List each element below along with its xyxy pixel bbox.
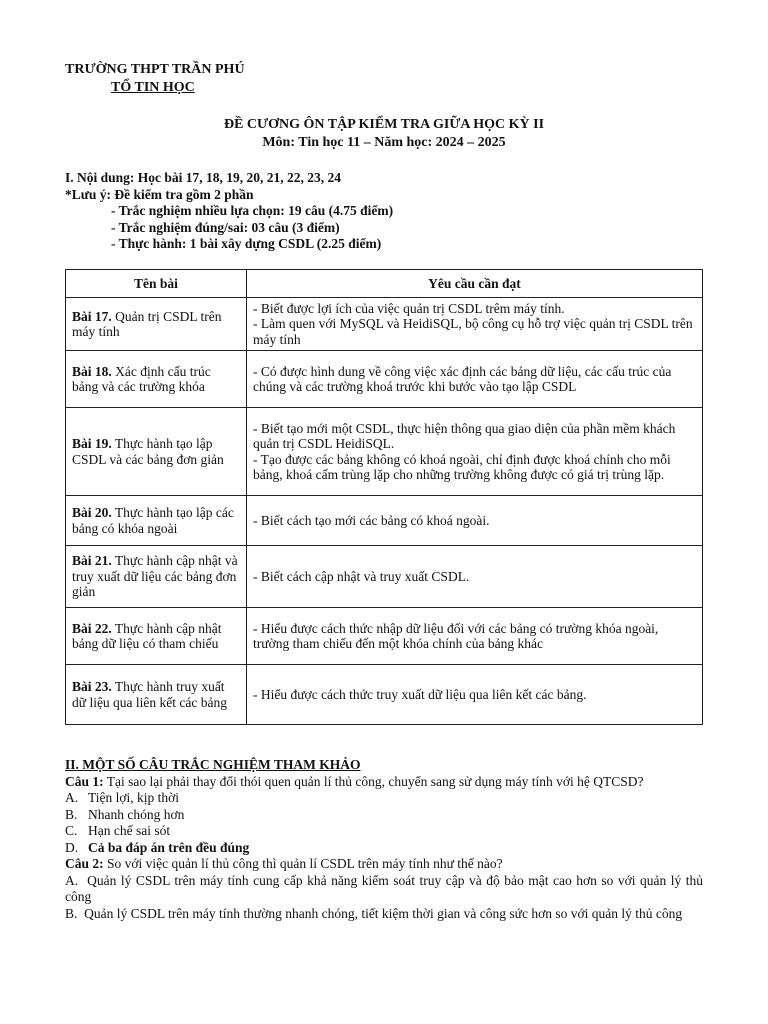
option-key: C.: [65, 823, 78, 838]
header-requirements: Yêu cầu cần đạt: [247, 270, 703, 298]
option-key: D.: [65, 839, 79, 855]
section2-heading: II. MỘT SỐ CÂU TRẮC NGHIỆM THAM KHẢO: [65, 757, 361, 772]
table-header-row: [66, 270, 703, 298]
answer-option-correct: [65, 840, 703, 857]
lesson-title: Quản trị CSDL trên máy tính: [72, 308, 222, 339]
lesson-number: Bài 22.: [72, 620, 112, 636]
header-lesson-name: Tên bài: [66, 270, 247, 298]
requirement-cell: - Hiểu được cách thức truy xuất dữ liệu qua liên kết các bảng.: [247, 665, 703, 725]
table-row: [66, 608, 703, 665]
section1-content: I. Nội dung: Học bài 17, 18, 19, 20, 21, 22, 23, 24: [65, 170, 342, 185]
requirement-cell: - Biết cách tạo mới các bảng có khoá ngoài.: [247, 496, 703, 546]
lesson-title: Thực hành tạo lập các bảng có khóa ngoài: [72, 505, 234, 536]
section2: [65, 757, 703, 922]
lesson-title: Thực hành truy xuất dữ liệu qua liên kết các bảng: [72, 679, 228, 710]
lesson-title: Thực hành cập nhật và truy xuất dữ liệu các bảng đơn giản: [72, 553, 238, 600]
document-title: ĐỀ CƯƠNG ÔN TẬP KIỂM TRA GIỮA HỌC KỲ II: [223, 117, 545, 132]
question-label: Câu 1:: [65, 773, 104, 789]
requirement-cell: - Biết cách cập nhật và truy xuất CSDL.: [247, 546, 703, 608]
table-row: [66, 665, 703, 725]
lesson-name-cell: [66, 408, 247, 496]
requirements-table: [65, 269, 703, 725]
option-key: A.: [65, 790, 79, 805]
question-1: [65, 774, 703, 791]
option-text: Nhanh chóng hơn: [88, 806, 185, 822]
lesson-name-cell: [66, 665, 247, 725]
requirement-cell: - Biết tạo mới một CSDL, thực hiện thông qua giao diện của phần mềm khách quản trị CSDL HeidiSQL. - Tạo được các bảng không có khoá ngoài, chỉ định được khoá chính cho mỗi bảng, khoá cấm trùng lặp cho những trường không được có giá trị trùng lặp.: [247, 408, 703, 496]
requirement-cell: - Hiểu được cách thức nhập dữ liệu đối với các bảng có trường khóa ngoài, trường tham chiếu đến một khóa chính của bảng khác: [247, 608, 703, 665]
requirement-cell: - Có được hình dung về công việc xác định các bảng dữ liệu, các cấu trúc của chúng và các trường khoá trước khi bước vào tạo lập CSDL: [247, 351, 703, 408]
school-name: TRƯỜNG THPT TRẦN PHÚ: [65, 62, 245, 77]
section1-item: - Thực hành: 1 bài xây dựng CSDL (2.25 điểm): [111, 236, 382, 251]
lesson-number: Bài 18.: [72, 363, 112, 379]
lesson-number: Bài 19.: [72, 436, 112, 451]
answer-option: [65, 823, 703, 840]
option-text: Quản lý CSDL trên máy tính cung cấp khả năng kiểm soát truy cập và độ bảo mật cao hơn so với quản lý thủ công: [65, 872, 703, 904]
section1-item: - Trắc nghiệm đúng/sai: 03 câu (3 điểm): [111, 219, 340, 235]
lesson-number: Bài 20.: [72, 505, 112, 520]
lesson-title: Xác định cấu trúc bảng và các trường khóa: [72, 363, 211, 394]
answer-option: [65, 873, 703, 906]
option-text: Cả ba đáp án trên đều đúng: [88, 839, 250, 855]
lesson-number: Bài 17.: [72, 308, 112, 324]
lesson-title: Thực hành cập nhật bảng dữ liệu có tham chiếu: [72, 620, 222, 651]
answer-option: [65, 807, 703, 824]
question-text: Tại sao lại phải thay đổi thói quen quản lí thủ công, chuyển sang sử dụng máy tính với hệ QTCSD?: [103, 773, 644, 789]
table-row: [66, 546, 703, 608]
document-subtitle: Môn: Tin học 11 – Năm học: 2024 – 2025: [262, 135, 506, 150]
lesson-name-cell: [66, 608, 247, 665]
option-text: Hạn chế sai sót: [88, 823, 171, 838]
question-text: So với việc quản lí thủ công thì quản lí CSDL trên máy tính như thế nào?: [103, 856, 503, 871]
option-key: A.: [65, 872, 79, 888]
section1-note: *Lưu ý: Đề kiểm tra gồm 2 phần: [65, 186, 254, 202]
option-text: Quản lý CSDL trên máy tính thường nhanh chóng, tiết kiệm thời gian và công sức hơn so với quản lý thủ công: [84, 905, 683, 921]
table-body: [66, 298, 703, 725]
section1-item: - Trắc nghiệm nhiều lựa chọn: 19 câu (4.75 điểm): [111, 203, 394, 218]
department-name: TỔ TIN HỌC: [111, 80, 195, 95]
table-row: [66, 298, 703, 351]
option-key: B.: [65, 806, 78, 822]
section1-block: [65, 170, 393, 253]
answer-option: [65, 906, 703, 923]
lesson-number: Bài 21.: [72, 553, 112, 569]
lesson-title: Thực hành tạo lập CSDL và các bảng đơn giản: [72, 436, 224, 467]
lesson-number: Bài 23.: [72, 679, 112, 694]
lesson-name-cell: [66, 351, 247, 408]
question-2: [65, 856, 703, 873]
requirement-cell: - Biết được lợi ích của việc quản trị CSDL trêm máy tính. - Làm quen với MySQL và HeidiSQL, bộ công cụ hỗ trợ việc quản trị CSDL trên máy tính: [247, 298, 703, 351]
lesson-name-cell: [66, 496, 247, 546]
lesson-name-cell: [66, 298, 247, 351]
table-row: [66, 351, 703, 408]
option-text: Tiện lợi, kịp thời: [88, 790, 180, 805]
table-row: [66, 408, 703, 496]
table-row: [66, 496, 703, 546]
lesson-name-cell: [66, 546, 247, 608]
answer-option: [65, 790, 703, 807]
question-label: Câu 2:: [65, 856, 104, 871]
option-key: B.: [65, 905, 78, 921]
